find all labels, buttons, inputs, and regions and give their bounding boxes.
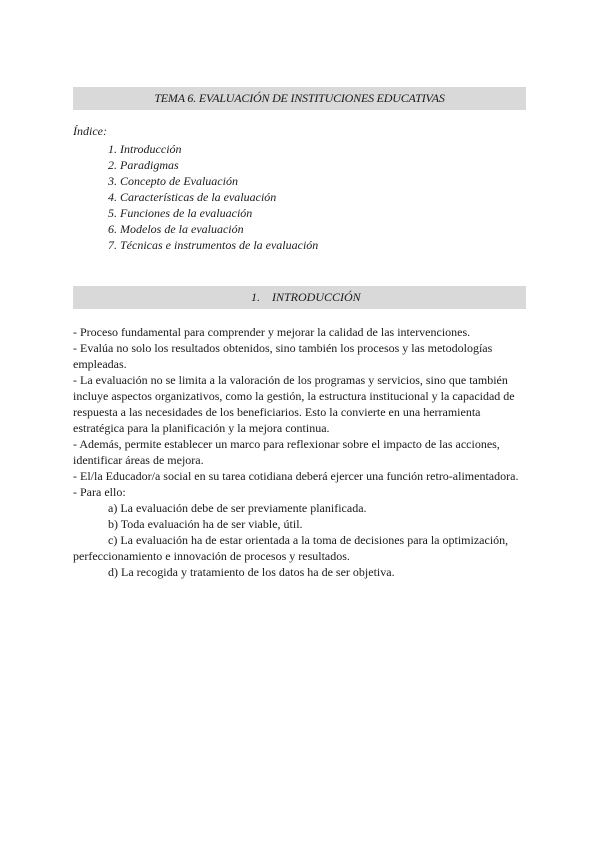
index-item: 5. Funciones de la evaluación [108,206,253,220]
index-item: 7. Técnicas e instrumentos de la evaluación [108,238,319,252]
index-label: Índice: [73,124,107,138]
section-body [73,324,529,580]
document-title: TEMA 6. EVALUACIÓN DE INSTITUCIONES EDUCATIVAS [154,91,445,105]
paragraph: - Evalúa no solo los resultados obtenidos, sino también los procesos y las metodologías empleadas. [73,341,493,371]
index-item: 1. Introducción [108,142,182,156]
paragraph: - La evaluación no se limita a la valoración de los programas y servicios, sino que también incluye aspectos organizativos, como la gestión, la estructura institucional y la capacidad de respuesta a las necesidades de los beneficiarios. Esto la convierte en una herramienta estratégica para la planificación y la mejora continua. [73,373,515,435]
document-title-bar [73,87,526,110]
paragraph: - Para ello: [73,485,126,499]
sub-item: d) La recogida y tratamiento de los datos ha de ser objetiva. [108,565,395,579]
paragraph: - El/la Educador/a social en su tarea cotidiana deberá ejercer una función retro-alimentadora. [73,469,519,483]
paragraph: - Además, permite establecer un marco para reflexionar sobre el impacto de las acciones, identificar áreas de mejora. [73,437,500,467]
section-title: INTRODUCCIÓN [272,290,361,304]
index-item: 2. Paradigmas [108,158,179,172]
sub-item: a) La evaluación debe de ser previamente planificada. [108,501,367,515]
sub-item: b) Toda evaluación ha de ser viable, útil. [108,517,303,531]
index-item: 4. Características de la evaluación [108,190,277,204]
section-heading-bar [73,286,526,309]
sub-item: c) La evaluación ha de estar orientada a la toma de decisiones para la optimización, perfeccionamiento e innovación de procesos y resultados. [73,533,509,563]
index-item: 3. Concepto de Evaluación [108,174,238,188]
index-item: 6. Modelos de la evaluación [108,222,244,236]
index-list [108,141,318,253]
section-number: 1. [251,290,260,304]
paragraph: - Proceso fundamental para comprender y mejorar la calidad de las intervenciones. [73,325,471,339]
